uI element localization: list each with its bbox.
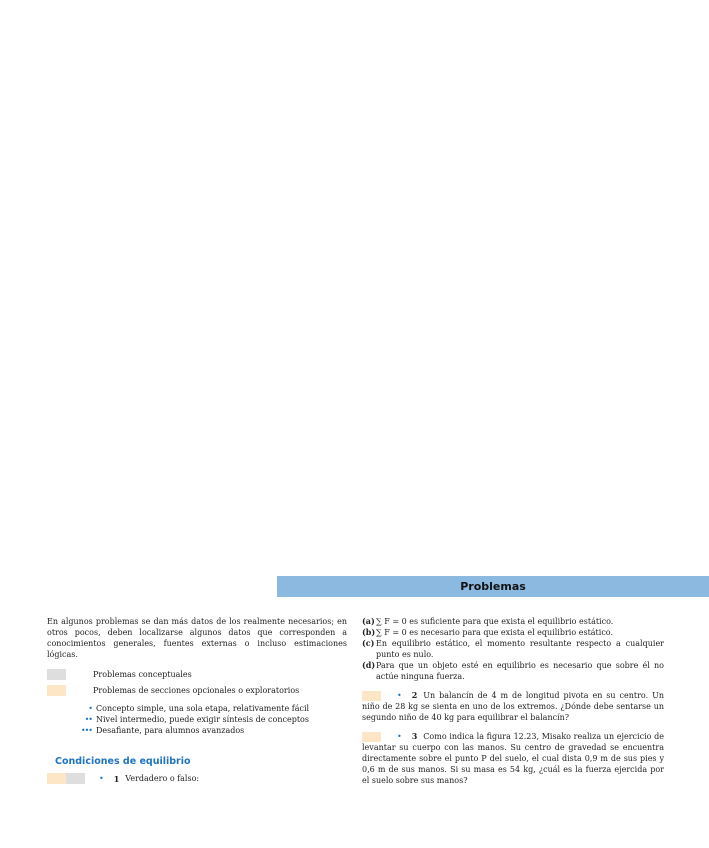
section-title: Condiciones de equilibrio: [55, 756, 191, 767]
difficulty-dot-icon: •: [99, 774, 104, 783]
legend-conceptual-text: Problemas conceptuales: [93, 669, 192, 679]
tf-item: [362, 638, 664, 660]
tf-label: (d): [362, 660, 376, 670]
level-dots-icon: ••: [84, 715, 92, 724]
intro-paragraph: En algunos problemas se dan más datos de los realmente necesarios; en otros pocos, deben localizarse algunos datos que corresponden a conocimientos generales, fuentes externas o incluso estimaciones lógicas.: [47, 617, 347, 659]
peach-swatch: [47, 685, 66, 696]
tf-label: (b): [362, 627, 376, 637]
gray-swatch: [47, 669, 66, 680]
level-text: Nivel intermedio, puede exigir síntesis de conceptos: [96, 715, 309, 724]
legend-optional: [47, 684, 347, 696]
problem-2: [362, 690, 664, 723]
tf-text: ∑ F = 0 es suficiente para que exista el equilibrio estático.: [376, 617, 614, 626]
tf-item: [362, 627, 664, 638]
level-row: [47, 703, 347, 714]
level-row: [47, 725, 347, 736]
banner-title: Problemas: [460, 580, 526, 593]
problem-text: Un balancín de 4 m de longitud pivota en su centro. Un niño de 28 kg se sienta en uno de los extremos. ¿Dónde debe sentarse un segundo niño de 40 kg para equilibrar el balancín?: [362, 691, 664, 722]
level-row: [47, 714, 347, 725]
peach-swatch: [362, 691, 381, 701]
problem-text: Verdadero o falso:: [125, 774, 200, 783]
problem-number: 2: [411, 690, 418, 700]
tf-label: (c): [362, 638, 375, 648]
tf-text: Para que un objeto esté en equilibrio es necesario que sobre él no actúe ninguna fuerza.: [376, 661, 664, 681]
tf-text: En equilibrio estático, el momento resultante respecto a cualquier punto es nulo.: [376, 639, 664, 659]
level-dots-icon: •: [88, 704, 92, 713]
problem-number: 1: [113, 773, 120, 784]
section-banner: [277, 576, 709, 597]
right-column: [362, 616, 664, 786]
problem-1: [47, 773, 199, 784]
difficulty-dot-icon: •: [397, 732, 402, 741]
level-dots-icon: •••: [80, 726, 92, 735]
legend-optional-text: Problemas de secciones opcionales o exploratorios: [93, 685, 300, 695]
problem-number: 3: [411, 731, 418, 741]
tf-text: ∑ F = 0 es necesario para que exista el equilibrio estático.: [376, 628, 614, 637]
difficulty-levels: [47, 703, 347, 736]
problem-text: Como indica la figura 12.23, Misako realiza un ejercicio de levantar su cuerpo con las manos. Su centro de gravedad se encuentra directamente sobre el punto P del suelo, el cual dista 0,9 m de sus pies y 0,6 m de sus manos. Si su masa es 54 kg, ¿cuál es la fuerza ejercida por el suelo sobre sus manos?: [362, 732, 664, 785]
gray-swatch: [66, 773, 85, 784]
tf-label: (a): [362, 616, 375, 626]
problem-3: [362, 731, 664, 786]
legend-conceptual: [47, 668, 347, 680]
level-text: Desafiante, para alumnos avanzados: [96, 726, 245, 735]
level-text: Concepto simple, una sola etapa, relativamente fácil: [96, 704, 310, 713]
tf-item: [362, 660, 664, 682]
tf-item: [362, 616, 664, 627]
difficulty-dot-icon: •: [397, 691, 402, 700]
peach-swatch: [47, 773, 66, 784]
peach-swatch: [362, 732, 381, 742]
left-column: [47, 616, 347, 736]
